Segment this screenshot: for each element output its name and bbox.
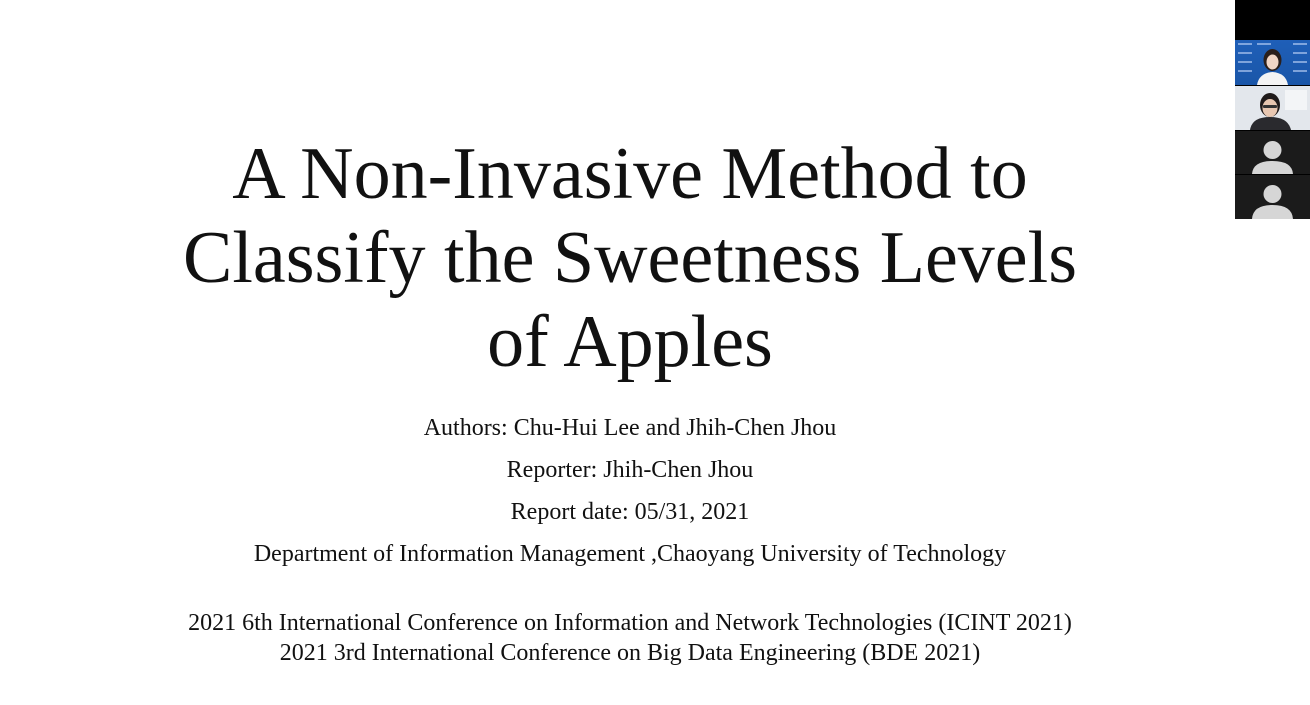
participant-video-icon [1235,86,1310,130]
participant-avatar-tile-1[interactable] [1235,131,1310,174]
conference-line-1: 2021 6th International Conference on Information and Network Technologies (ICINT 2021) [188,610,1072,636]
department-line: Department of Information Management ,Chaoyang University of Technology [253,541,1007,567]
person-silhouette-icon [1235,131,1310,174]
report-date-line: Report date: 05/31, 2021 [510,499,750,525]
participant-avatar-tile-2[interactable] [1235,175,1310,219]
slide-title-line-2: Classify the Sweetness Levels [183,217,1077,299]
conference-line-2: 2021 3rd International Conference on Big Data Engineering (BDE 2021) [279,640,981,666]
slide-title-line-3: of Apples [487,301,773,383]
participant-video-tile-1[interactable] [1235,40,1310,85]
participant-gallery [1235,0,1310,219]
reporter-line: Reporter: Jhih-Chen Jhou [506,457,754,483]
participant-video-tile-2[interactable] [1235,86,1310,130]
participant-video-icon [1235,40,1310,85]
authors-line: Authors: Chu-Hui Lee and Jhih-Chen Jhou [423,415,837,441]
person-silhouette-icon [1235,175,1310,219]
slide-title [60,132,1200,384]
slide-title-line-1: A Non-Invasive Method to [232,133,1028,215]
